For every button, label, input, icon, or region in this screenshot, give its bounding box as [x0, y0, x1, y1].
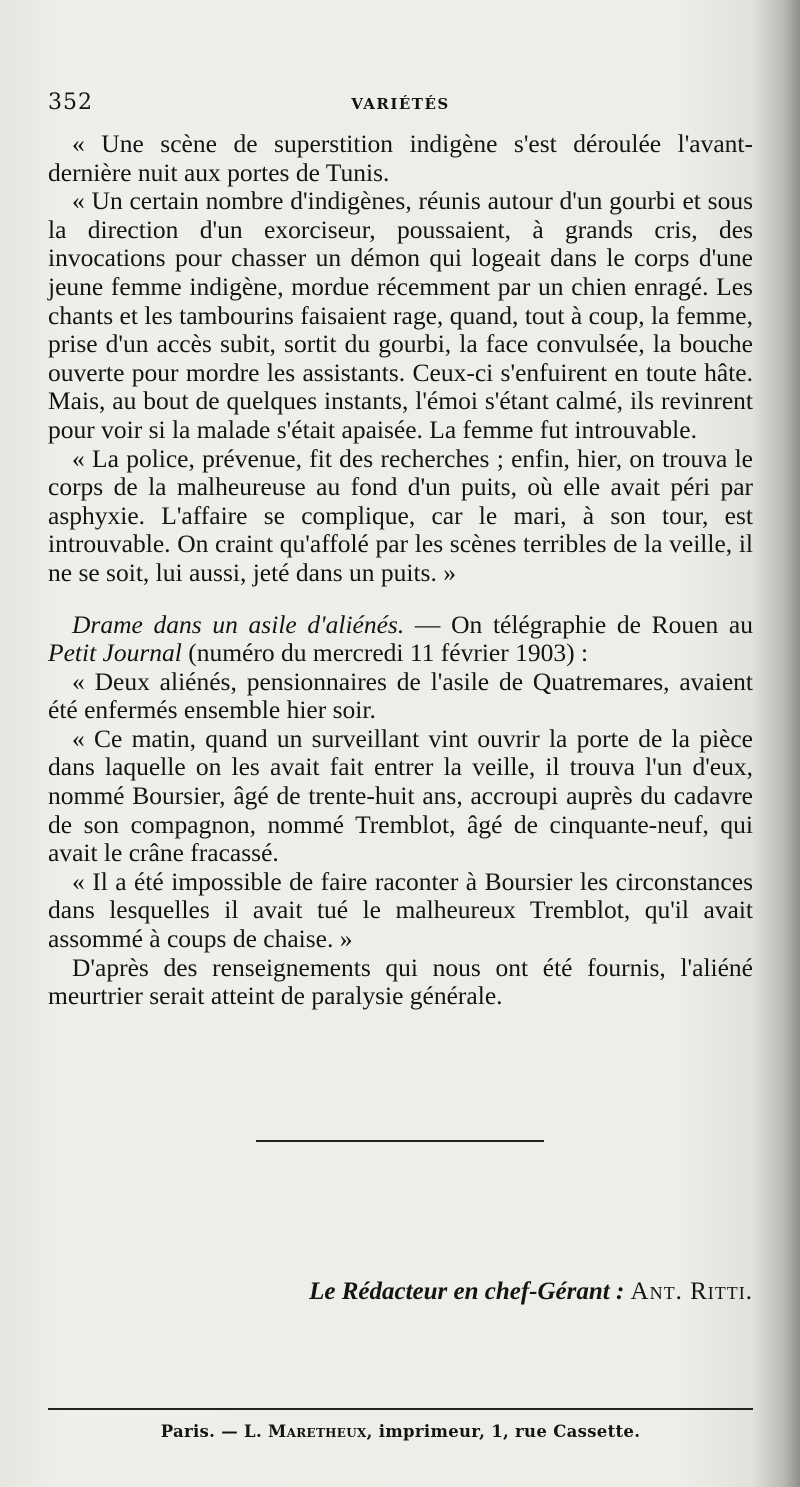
- imprint-printer: Maretheux: [268, 1422, 367, 1441]
- journal-title: Petit Journal: [48, 638, 182, 668]
- article-paragraph: « Il a été impossible de faire raconter à Boursier les circonstances dans lesquelles il avait tué le malheureux Tremblot, qu'il avait assommé à coups de chaise. »: [48, 866, 753, 954]
- article-paragraph: D'après des renseignements qui nous ont été fournis, l'aliéné meurtrier serait atteint de paralysie générale.: [48, 952, 753, 1011]
- section-heading: Drame dans un asile d'aliénés.: [72, 609, 405, 639]
- running-header: [48, 90, 753, 122]
- section-lead-text: (numéro du mercredi 11 février 1903) :: [181, 638, 589, 668]
- article-paragraph: « Un certain nombre d'indigènes, réunis autour d'un gourbi et sous la direction d'un exorciseur, poussaient, à grands cris, des invocations pour chasser un démon qui logeait dans le corps d'une jeune femme indigène, mordue récemment par un chien enragé. Les chants et les tambourins faisaient rage, quand, tout à coup, la femme, prise d'un accès subit, sortit du gourbi, la face convulsée, la bouche ouverte pour mordre les assistants. Ceux-ci s'enfuirent en toute hâte. Mais, au bout de quelques instants, l'émoi s'étant calmé, ils revinrent pour voir si la malade s'était apaisée. La femme fut introuvable.: [48, 186, 753, 444]
- article-paragraph: « Une scène de superstition indigène s'est déroulée l'avant-dernière nuit aux portes de Tunis.: [48, 129, 753, 187]
- page-number: 352: [48, 90, 93, 115]
- signature-title: Le Rédacteur en chef-Gérant :: [309, 1278, 631, 1305]
- body-text: [48, 130, 753, 1011]
- article-paragraph: « Ce matin, quand un surveillant vint ouvrir la porte de la pièce dans laquelle on les avait fait entrer la veille, il trouva l'un d'eux, nommé Boursier, âgé de trente-huit ans, accroupi auprès du cadavre de son compagnon, nommé Tremblot, âgé de cinquante-neuf, qui avait le crâne fracassé.: [48, 723, 753, 868]
- printer-imprint: [48, 1422, 753, 1441]
- section-divider: [256, 1140, 544, 1142]
- editor-signature: [48, 1278, 753, 1306]
- section-lead-text: — On télégraphie de Rouen au: [404, 609, 753, 639]
- section-lead-paragraph: [48, 600, 753, 668]
- article-paragraph: « La police, prévenue, fit des recherches ; enfin, hier, on trouva le corps de la malheureuse au fond d'un puits, où elle avait péri par asphyxie. L'affaire se complique, car le mari, à son tour, est introuvable. On craint qu'affolé par les scènes terribles de la veille, il ne se soit, lui aussi, jeté dans un puits. »: [48, 443, 753, 587]
- running-title: VARIÉTÉS: [351, 95, 450, 113]
- signature-name: Ant. Ritti.: [630, 1278, 753, 1305]
- imprint-city: Paris. — L.: [160, 1422, 269, 1441]
- imprint-address: , imprimeur, 1, rue Cassette.: [366, 1422, 641, 1441]
- footer-rule: [48, 1408, 753, 1410]
- article-paragraph: « Deux aliénés, pensionnaires de l'asile de Quatremares, avaient été enfermés ensemble hier soir.: [48, 666, 753, 725]
